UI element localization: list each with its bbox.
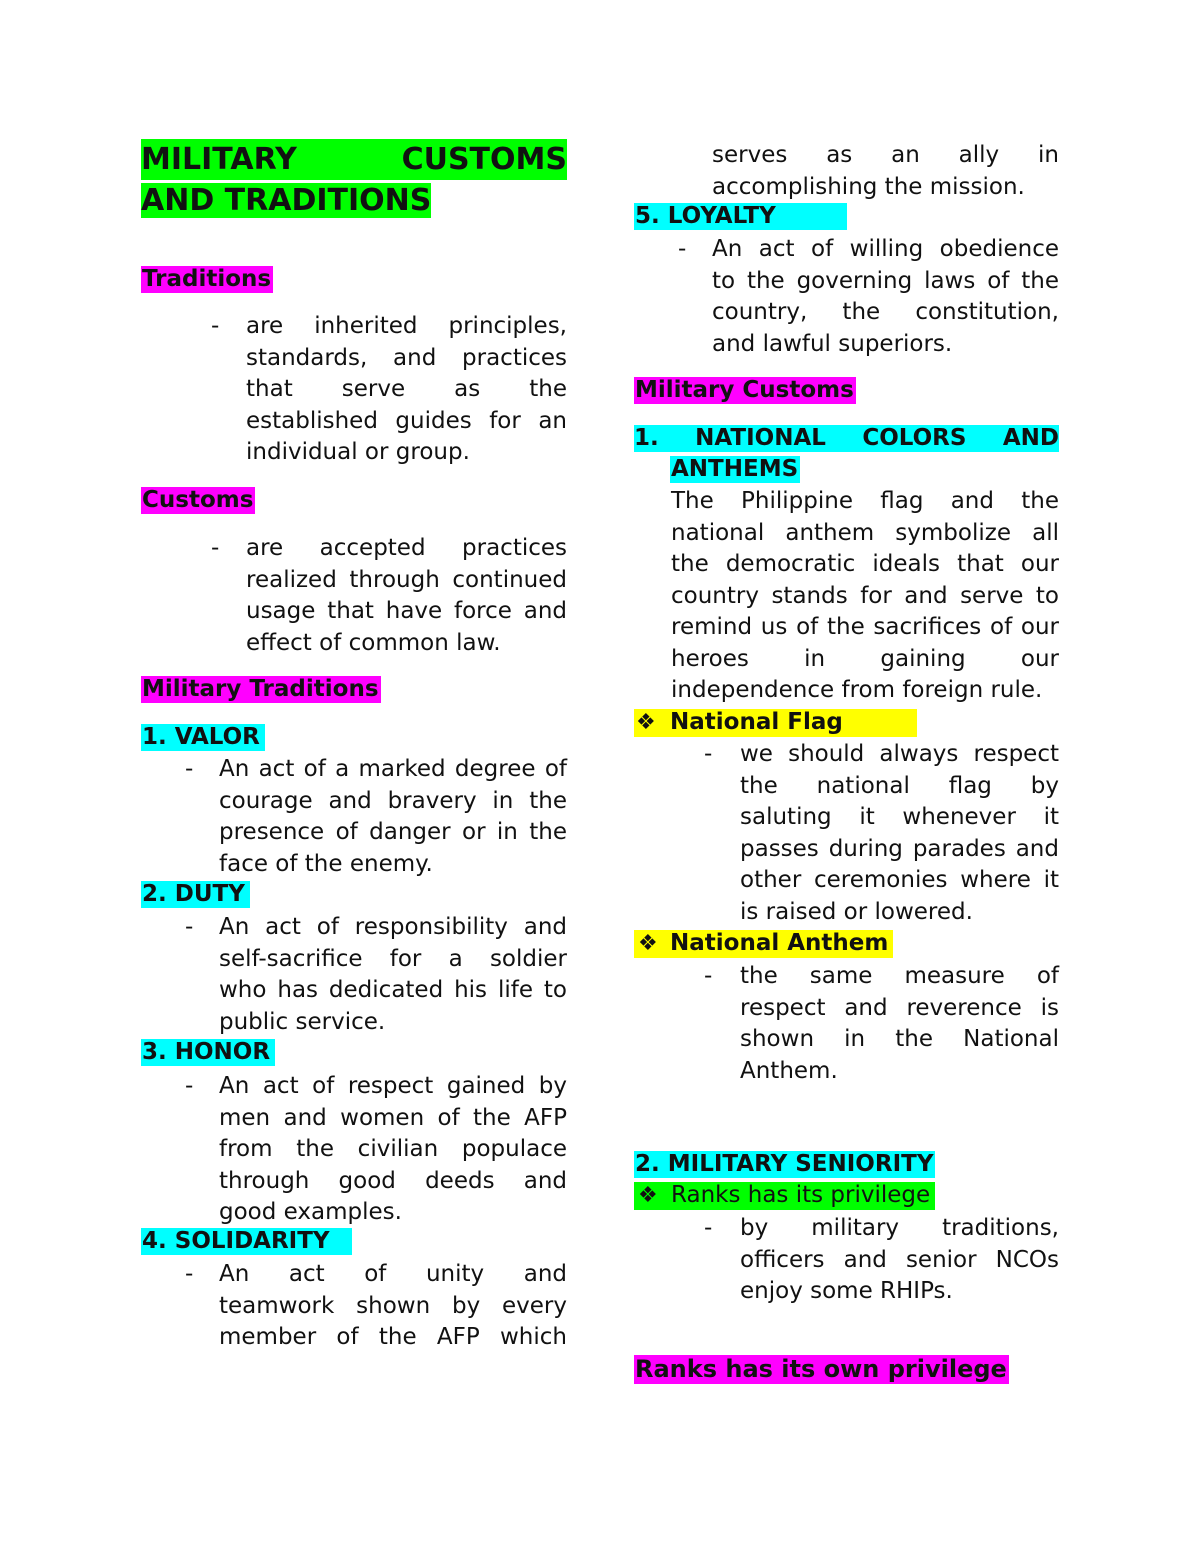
diamond-outline-bullet-icon: ❖ bbox=[638, 931, 658, 956]
dash-icon: - bbox=[704, 741, 713, 767]
military-traditions-heading: Military Traditions bbox=[142, 676, 379, 702]
military-seniority-label: 2. MILITARY SENIORITY bbox=[635, 1151, 934, 1177]
dash-icon: - bbox=[678, 236, 687, 262]
dash-icon: - bbox=[185, 914, 194, 940]
national-colors-description: The Philippine flag and the national anthem symbolize all the democratic ideals that our country stands for and serve to remind us of the sacrifices of our heroes in gaining our independence from foreign rule. bbox=[671, 488, 1059, 703]
solidarity-label: 4. SOLIDARITY bbox=[141, 1228, 352, 1255]
customs-definition: are accepted practices realized through continued usage that have force and effect of common law. bbox=[246, 535, 567, 656]
solidarity-definition: An act of unity and teamwork shown by every member of the AFP which bbox=[219, 1261, 567, 1350]
traditions-definition: are inherited principles, standards, and practices that serve as the established guides for an individual or group. bbox=[246, 313, 567, 465]
loyalty-definition: An act of willing obedience to the governing laws of the country, the constitution, and lawful superiors. bbox=[712, 236, 1059, 357]
dash-icon: - bbox=[185, 1261, 194, 1287]
honor-label: 3. HONOR bbox=[141, 1039, 275, 1066]
solidarity-definition-continued: serves as an ally in accomplishing the mission. bbox=[712, 142, 1059, 200]
dash-icon: - bbox=[704, 1215, 713, 1241]
honor-definition: An act of respect gained by men and women of the AFP from the civilian populace through good deeds and good examples. bbox=[219, 1073, 567, 1225]
national-colors-label: 1. NATIONAL COLORS AND bbox=[634, 425, 1059, 451]
military-customs-heading: Military Customs bbox=[635, 377, 854, 403]
document-title bbox=[141, 139, 567, 221]
loyalty-label: 5. LOYALTY bbox=[634, 203, 847, 230]
customs-heading: Customs bbox=[142, 487, 254, 513]
diamond-outline-bullet-icon: ❖ bbox=[638, 1183, 658, 1208]
title-line-1: MILITARY CUSTOMS bbox=[141, 139, 567, 180]
dash-icon: - bbox=[704, 963, 713, 989]
duty-label: 2. DUTY bbox=[141, 881, 250, 908]
valor-label: 1. VALOR bbox=[141, 724, 265, 751]
valor-definition: An act of a marked degree of courage and bravery in the presence of danger or in the face of the enemy. bbox=[219, 756, 567, 877]
duty-definition: An act of responsibility and self-sacrifice for a soldier who has dedicated his life to public service. bbox=[219, 914, 567, 1035]
dash-icon: - bbox=[185, 756, 194, 782]
diamond-bullet-icon: ❖ bbox=[636, 710, 656, 735]
traditions-heading: Traditions bbox=[142, 266, 272, 292]
anthems-label: ANTHEMS bbox=[671, 456, 799, 482]
ranks-privilege-label: Ranks has its privilege bbox=[671, 1182, 931, 1208]
national-flag-label: National Flag bbox=[670, 709, 843, 735]
dash-icon: - bbox=[211, 313, 220, 339]
dash-icon: - bbox=[185, 1073, 194, 1099]
national-flag-description: we should always respect the national flag by saluting it whenever it passes during parades and other ceremonies where it is raised or lowered. bbox=[740, 741, 1059, 925]
title-line-2: AND TRADITIONS bbox=[141, 183, 432, 218]
dash-icon: - bbox=[211, 535, 220, 561]
national-anthem-label: National Anthem bbox=[670, 930, 889, 956]
ranks-own-privilege-heading: Ranks has its own privilege bbox=[635, 1355, 1007, 1383]
national-anthem-description: the same measure of respect and reverence is shown in the National Anthem. bbox=[740, 963, 1059, 1084]
ranks-privilege-description: by military traditions, officers and senior NCOs enjoy some RHIPs. bbox=[740, 1215, 1059, 1304]
